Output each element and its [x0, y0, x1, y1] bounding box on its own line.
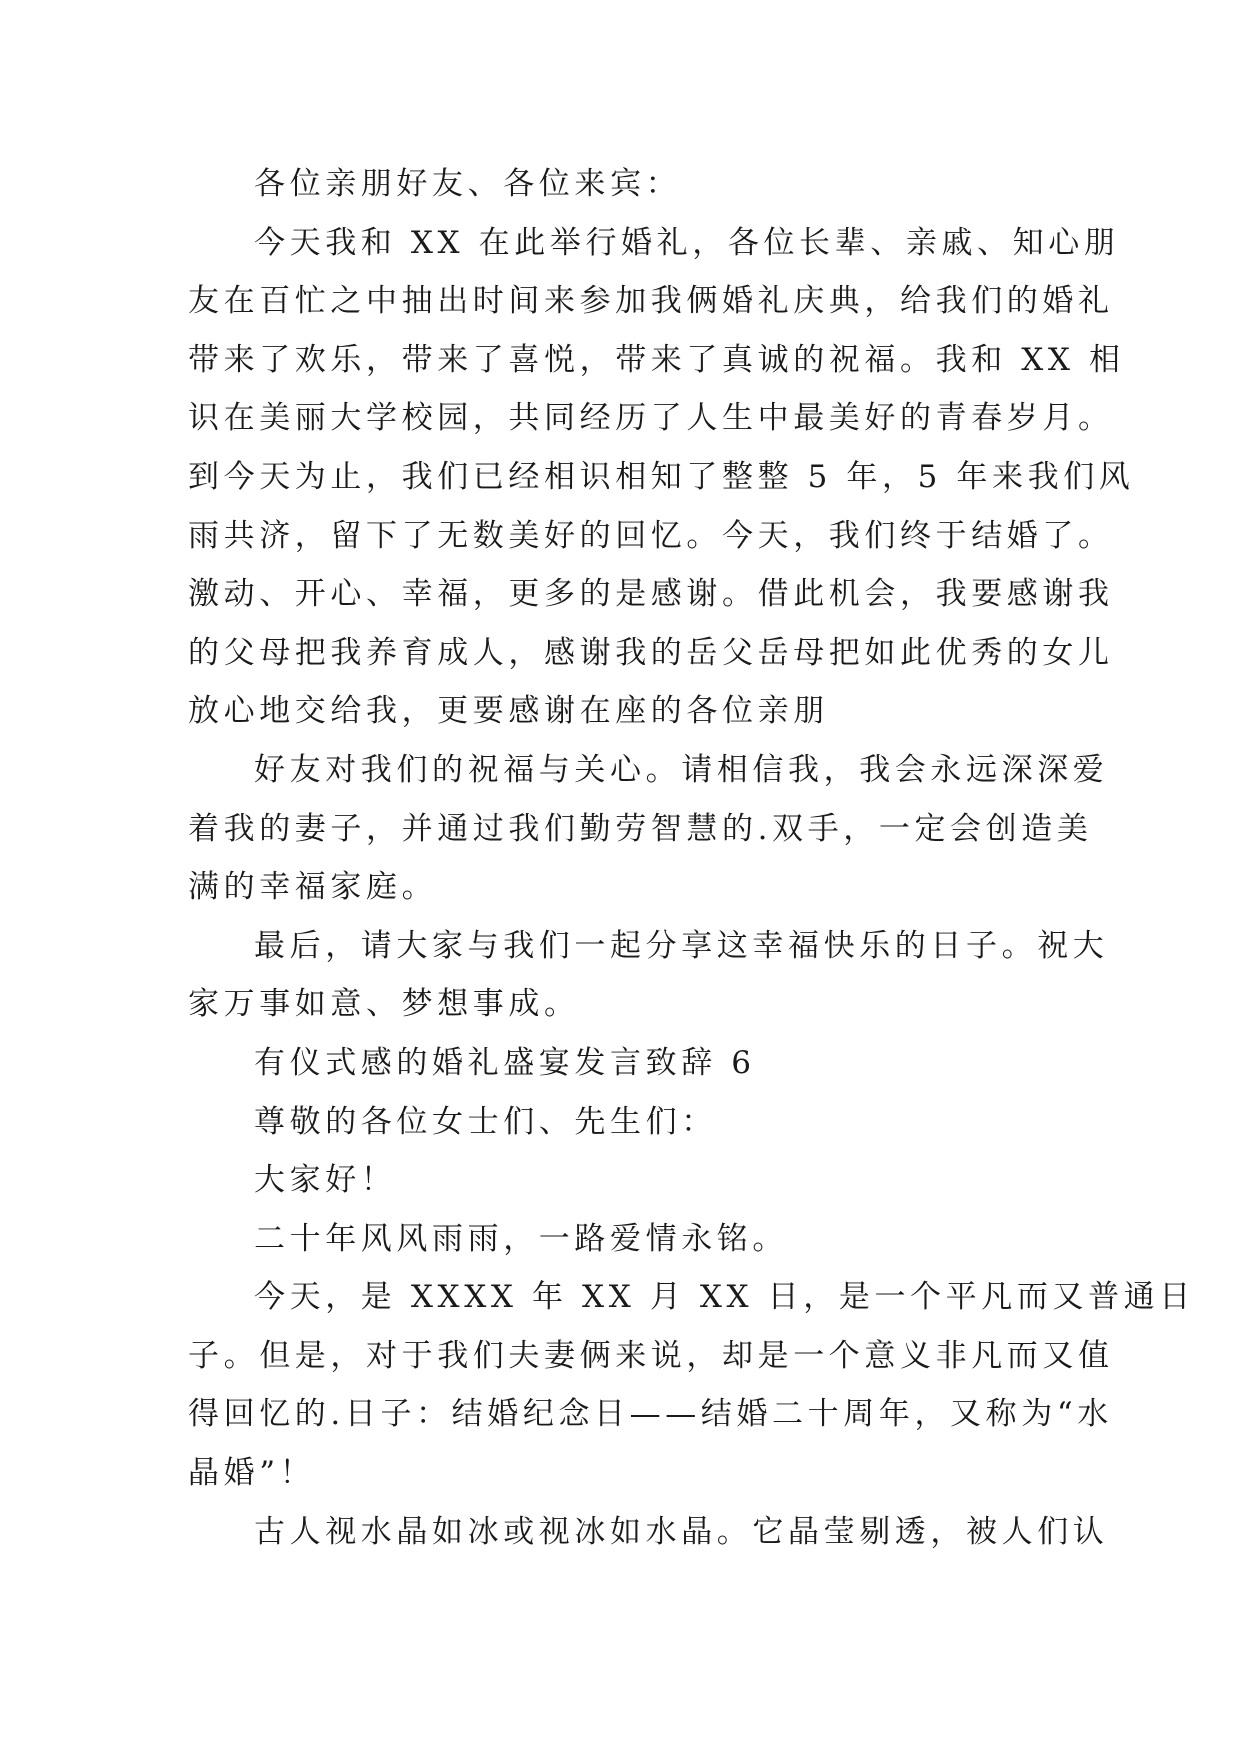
text-line: 识在美丽大学校园，共同经历了人生中最美好的青春岁月。 [188, 400, 1114, 437]
text-line: 今天，是 XXXX 年 XX 月 XX 日，是一个平凡而又普通日 [254, 1279, 1195, 1316]
text-line: 晶婚”！ [188, 1455, 316, 1492]
document-body [188, 155, 1195, 1561]
text-line: 古人视水晶如冰或视冰如水晶。它晶莹剔透，被人们认 [254, 1513, 1109, 1550]
text-line: 满的幸福家庭。 [188, 869, 438, 906]
text-line: 激动、开心、幸福，更多的是感谢。借此机会，我要感谢我 [188, 576, 1114, 613]
text-line: 家万事如意、梦想事成。 [188, 986, 580, 1023]
text-line: 好友对我们的祝福与关心。请相信我，我会永远深深爱 [254, 751, 1109, 788]
text-line: 雨共济，留下了无数美好的回忆。今天，我们终于结婚了。 [188, 517, 1114, 554]
text-line: 子。但是，对于我们夫妻俩来说，却是一个意义非凡而又值 [188, 1337, 1114, 1374]
text-line: 友在百忙之中抽出时间来参加我俩婚礼庆典，给我们的婚礼 [188, 283, 1114, 320]
text-line: 放心地交给我，更要感谢在座的各位亲朋 [188, 693, 829, 730]
text-line: 最后，请大家与我们一起分享这幸福快乐的日子。祝大 [254, 927, 1109, 964]
text-line: 今天我和 XX 在此举行婚礼，各位长辈、亲戚、知心朋 [254, 224, 1120, 261]
text-line: 着我的妻子，并通过我们勤劳智慧的.双手，一定会创造美 [188, 810, 1093, 847]
section-heading: 有仪式感的婚礼盛宴发言致辞 6 [254, 1044, 756, 1081]
text-line: 的父母把我养育成人，感谢我的岳父岳母把如此优秀的女儿 [188, 634, 1114, 671]
text-line: 各位亲朋好友、各位来宾： [254, 166, 682, 202]
text-line: 二十年风风雨雨，一路爱情永铭。 [254, 1220, 788, 1257]
text-line: 大家好！ [254, 1162, 397, 1199]
text-line: 尊敬的各位女士们、先生们： [254, 1103, 717, 1140]
text-line: 到今天为止，我们已经相识相知了整整 5 年，5 年来我们风 [188, 458, 1135, 495]
text-line: 带来了欢乐，带来了喜悦，带来了真诚的祝福。我和 XX 相 [188, 341, 1125, 378]
text-line: 得回忆的.日子：结婚纪念日——结婚二十周年，又称为“水 [188, 1396, 1113, 1433]
